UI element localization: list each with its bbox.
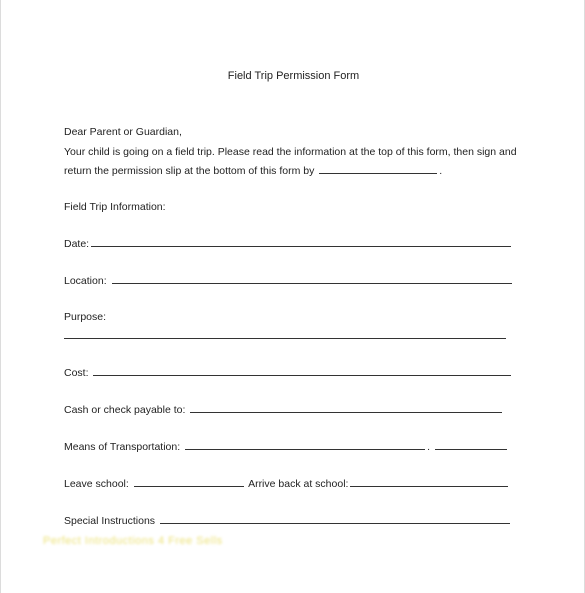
location-label: Location: xyxy=(64,275,107,287)
cost-blank[interactable] xyxy=(93,366,511,376)
leave-label: Leave school: xyxy=(64,478,129,490)
date-row xyxy=(64,237,513,250)
payable-blank[interactable] xyxy=(190,403,502,413)
purpose-blank[interactable] xyxy=(64,329,506,339)
form-title: Field Trip Permission Form xyxy=(227,70,360,82)
special-label: Special Instructions xyxy=(64,515,156,527)
payable-row xyxy=(64,403,504,416)
leave-blank[interactable] xyxy=(134,477,244,487)
intro-line-1: Your child is going on a field trip. Please read the information at the top of this form, then sign and xyxy=(64,146,517,158)
intro-line-2-period: . xyxy=(439,165,443,177)
section-heading: Field Trip Information: xyxy=(64,201,166,213)
date-label: Date: xyxy=(64,238,90,250)
transport-period: . xyxy=(427,441,430,453)
times-row xyxy=(64,477,510,490)
special-blank[interactable] xyxy=(160,514,510,524)
transport-label: Means of Transportation: xyxy=(64,441,181,453)
watermark: Perfect Introductions 4 Free Sells xyxy=(43,535,223,547)
cost-row xyxy=(64,366,513,379)
cost-label: Cost: xyxy=(64,367,89,379)
special-row xyxy=(64,514,512,527)
location-row xyxy=(64,274,514,287)
date-blank[interactable] xyxy=(91,237,511,247)
payable-label: Cash or check payable to: xyxy=(64,404,186,416)
purpose-label: Purpose: xyxy=(64,311,107,323)
location-blank[interactable] xyxy=(112,274,512,284)
return-by-blank[interactable] xyxy=(319,164,437,174)
intro-line-2-text: return the permission slip at the bottom of this form by xyxy=(64,165,315,177)
greeting: Dear Parent or Guardian, xyxy=(64,126,182,138)
transport-row xyxy=(64,440,509,453)
intro-line-2 xyxy=(64,164,442,177)
arrive-blank[interactable] xyxy=(350,477,508,487)
transport-blank-2[interactable] xyxy=(435,440,507,450)
transport-blank[interactable] xyxy=(185,440,425,450)
arrive-label: Arrive back at school: xyxy=(248,478,349,490)
purpose-row xyxy=(64,329,508,342)
